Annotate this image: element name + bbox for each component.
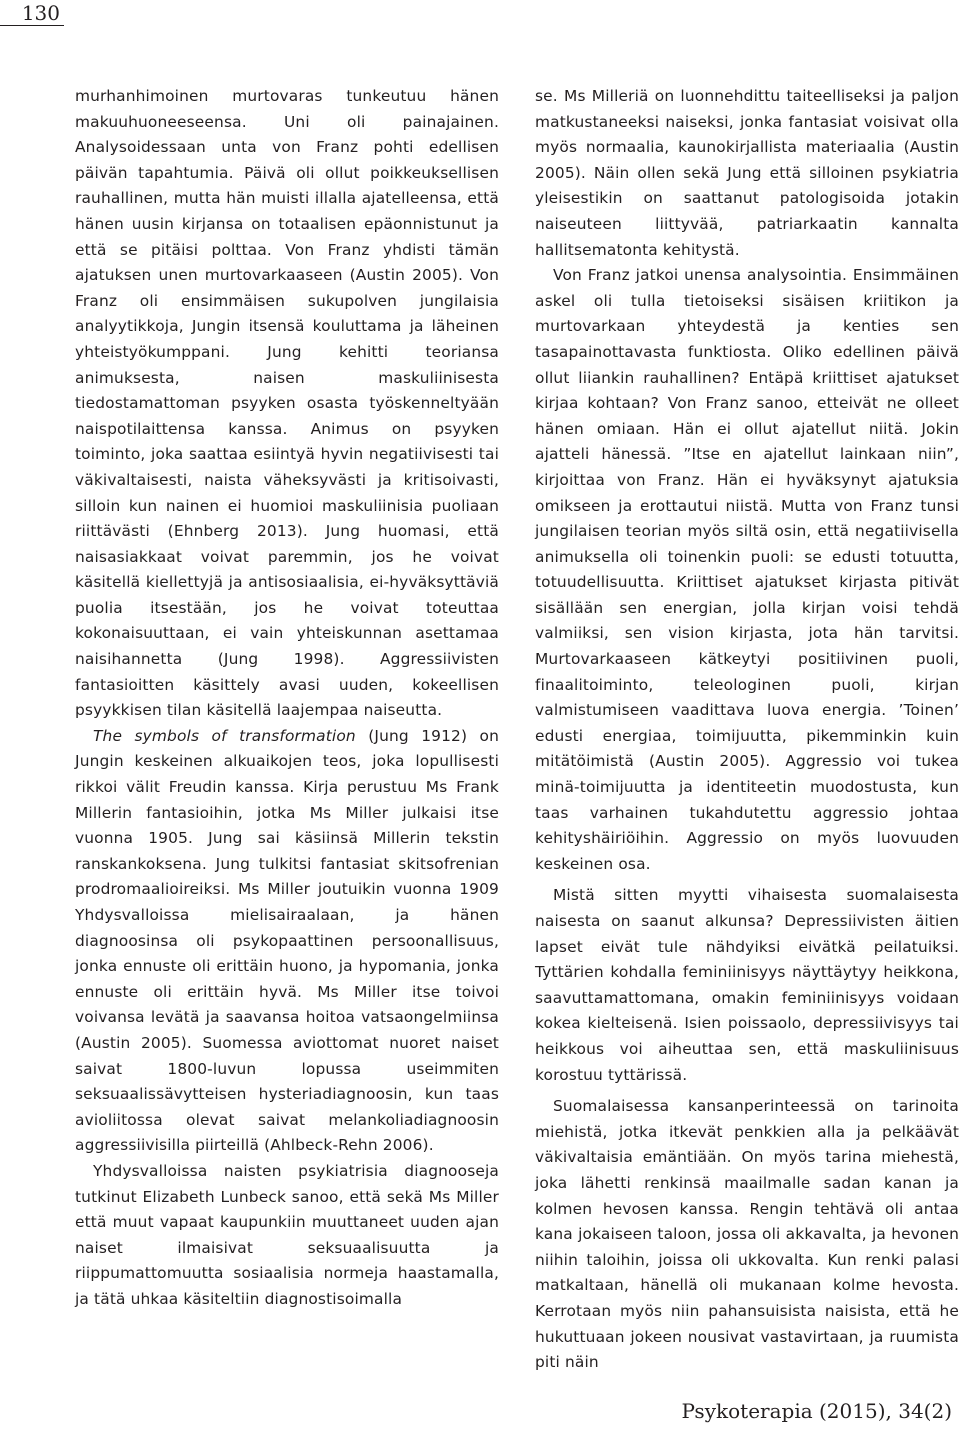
paragraph-text: (Jung 1912) on Jungin keskeinen alkuaikojen teos, joka lopullisesti rikkoi välit Freudin kanssa. Kirja perustuu Ms Frank Millerin fantasioihin, jotka Ms Miller julkaisi itse vuonna 1905. Jung sai käsiinsä Millerin tekstin ranskankoksena. Jung tulkitsi fantasiat skitsofrenian prodromaalioireiksi. Ms Miller joutuikin vuonna 1909 Yhdysvalloissa mielisairaalaan, ja hänen diagnoosinsa oli psykopaattinen persoonallisuus, jonka ennuste oli erittäin huono, ja hypomania, jonka ennuste oli erittäin hyvä. Ms Miller itse toivoi voivansa levätä ja saavansa hoitoa vatsaongelmiinsa (Austin 2005). Suomessa aviottomat nuoret naiset saivat 1800-luvun lopussa useimmiten seksuaalissävytteisen hysteriadiagnoosin, kun taas avioliitossa olevat saivat melankoliadiagnoosin aggressiivisilla piirteillä (Ahlbeck-Rehn 2006).: [75, 726, 499, 1155]
right-column: [535, 84, 959, 1376]
paragraph: murhanhimoinen murtovaras tunkeutuu hänen makuuhuoneeseensa. Uni oli painajainen. Analysoidessaan unta von Franz pohti edellisen päivän tapahtumia. Päivä oli ollut poikkeuksellisen rauhallinen, mutta hän muisti illalla ajatelleensa, että hänen uusin kirjansa on totaalisen epäonnistunut ja että se pitäisi polttaa. Von Franz yhdisti tämän ajatuksen unen murtovarkaaseen (Austin 2005). Von Franz oli ensimmäisen sukupolven jungilaisia analyytikkoja, Jungin itsensä kouluttama ja läheinen yhteistyökumppani. Jung kehitti teoriansa animuksesta, naisen maskuliinisesta tiedostamattoman psyyken osasta työskenneltyään naispotilaittensa kanssa. Animus on psyyken toiminto, joka saattaa esiintyä hyvin negatiivisesti tai väkivaltaisesti, naista väheksyvästi ja kritisoivasti, silloin kun nainen ei huomioi maskuliinisia puoliaan riittävästi (Ehnberg 2013). Jung huomasi, että naisasiakkaat voivat paremmin, jos he voivat käsitellä kiellettyjä ja antisosiaalisia, ei-hyväksyttäviä puolia itsestään, jos he voivat toteuttaa kokonaisuuttaan, ei vain yhteiskunnan asettamaa naisihannetta (Jung 1998). Aggressiivisten fantasioitten käsittely avasi uuden, kokeellisen psyykkisen tilan käsitellä laajempaa naiseutta.: [75, 87, 499, 720]
paragraph: Yhdysvalloissa naisten psykiatrisia diagnooseja tutkinut Elizabeth Lunbeck sanoo, että sekä Ms Miller että muut vapaat kaupunkiin muuttaneet uuden ajan naiset ilmaisivat seksuaalisuutta ja riippumattomuutta sosiaalisia normeja haastamalla, ja tätä uhkaa käsiteltiin diagnostisoimalla: [75, 1161, 499, 1308]
paragraph: Von Franz jatkoi unensa analysointia. Ensimmäinen askel oli tulla tietoiseksi sisäisen kriitikon ja murtovarkaan yhteydestä ja kenties sen tasapainottavasta funktiosta. Oliko edellinen päivä ollut liiankin rauhallinen? Entäpä kriittiset ajatukset kirjaa kohtaan? Von Franz sanoo, etteivät ne olleet hänen omiaan. Hän ei ollut ajatellut niitä. Jokin ajatteli hänessä. ”Itse en ajatellut lainkaan niin”, kirjoittaa von Franz. Hän ei hyväksynyt ajatuksia omikseen ja erottautui niistä. Mutta von Franz tunsi jungilaisen teorian myös siltä osin, että negatiivisella animuksella oli toinenkin puoli: se edusti totuutta, totuudellisuutta. Kriittiset ajatukset kirjasta pitivät sisällään sen energian, jolla kirjan voisi tehdä valmiiksi, sen vision kirjasta, jota hän tarvitsi. Murtovarkaaseen kätkeytyi positiivinen puoli, finaalitoiminto, teleologinen puoli, kirjan valmistumiseen vaadittava luova energia. ’Toinen’ edusti energiaa, toimijuutta, pikemminkin kuin mitätöimistä (Austin 2005). Aggressio voi tukea minä-toimijuutta ja identiteetin muodostusta, kun taas varhainen tukahdutettu aggressio johtaa kehityshäiriöihin. Aggressio on myös luovuuden keskeinen osa.: [535, 266, 959, 873]
journal-footer: Psykoterapia (2015), 34(2): [681, 1399, 952, 1423]
paragraph: [75, 724, 499, 1159]
paragraph: se. Ms Milleriä on luonnehdittu taiteelliseksi ja paljon matkustaneeksi naiseksi, jonka fantasiat voisivat olla myös normaalia, kaunokirjallista materiaalia (Austin 2005). Näin ollen sekä Jung että silloinen psykiatria yleisestikin on saattanut patologisoida jotakin naiseuteen liittyvää, patriarkaatin kannalta hallitsematonta kehitystä.: [535, 87, 959, 259]
page-number: 130: [0, 0, 64, 26]
paragraph: Mistä sitten myytti vihaisesta suomalaisesta naisesta on saanut alkunsa? Depressiivisten äitien lapset eivät tule nähdyiksi eivätkä peilatuiksi. Tyttärien kohdalla feminiinisyys näyttäytyy heikkona, saavuttamattomana, omakin feminiinisyys voidaan kokea kielteisenä. Isien poissaolo, depressiivisyys tai heikkous voi aiheuttaa sen, että maskuliinisuus korostuu tyttärissä.: [535, 886, 959, 1084]
book-title: The symbols of transformation: [93, 726, 356, 745]
left-column: [75, 84, 499, 1313]
paragraph: Suomalaisessa kansanperinteessä on tarinoita miehistä, jotka itkevät penkkien alla ja pelkäävät väkivaltaisia emäntiään. On myös tarina miehestä, joka lähetti renkinsä maailmalle sadan kanan ja kolmen hevosen kanssa. Rengin tehtävä oli antaa kana jokaiseen taloon, jossa oli akkavalta, ja hevonen niihin taloihin, joissa oli ukkovalta. Kun renki palasi matkaltaan, hänellä oli mukanaan kolme hevosta. Kerrotaan myös niin pahansuisista naisista, että he hukuttuaan jokeen nousivat vastavirtaan, ja ruumista piti näin: [535, 1097, 959, 1372]
